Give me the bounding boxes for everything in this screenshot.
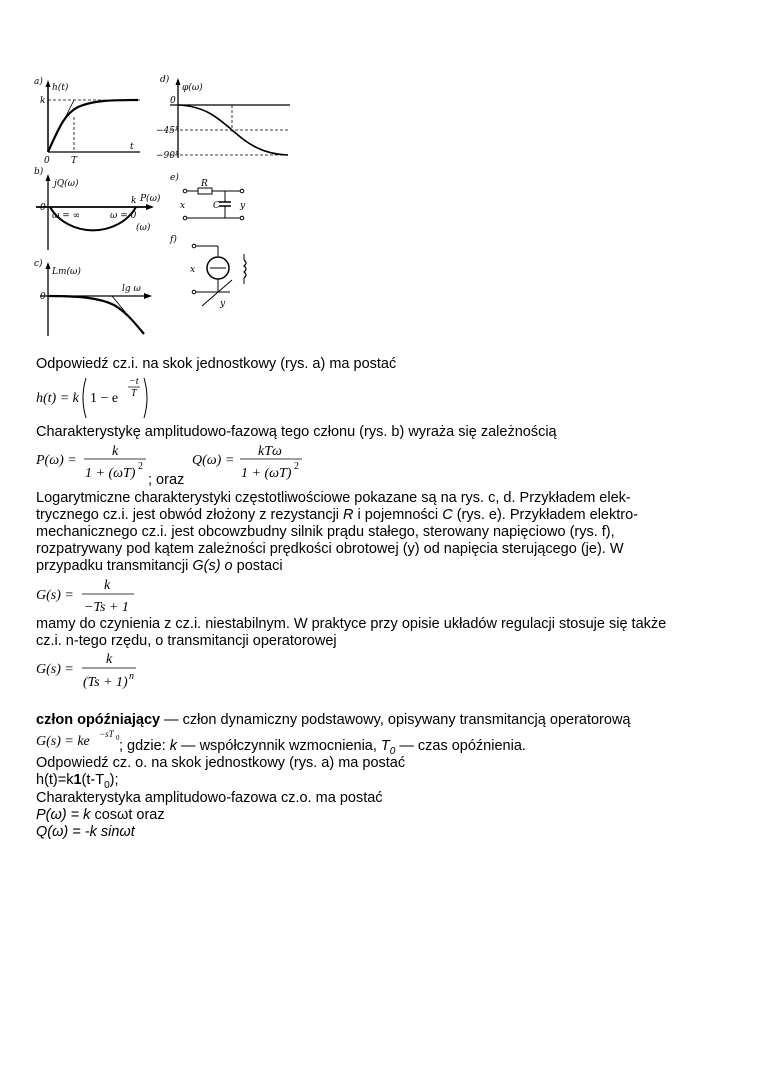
figure-b-label: b) [34, 167, 44, 177]
figure-b-w: (ω) [136, 223, 151, 233]
formula-G1-num: k [104, 578, 111, 593]
paragraph-unstable-line2: cz.i. n-tego rzędu, o transmitancji operatorowej [36, 633, 337, 649]
figure-d-label: d) [160, 75, 170, 85]
formula-G1-lhs: G(s) = [36, 588, 74, 603]
formula-P-sq: 2 [138, 461, 143, 472]
paragraph-log-line1: Logarytmiczne charakterystyki częstotliwościowe pokazane są na rys. c, d. Przykładem elek- [36, 490, 631, 506]
figure-c [34, 258, 152, 336]
figure-f [169, 234, 246, 309]
formula-P-lhs: P(ω) = [36, 453, 77, 468]
figure-e-label: e) [170, 173, 179, 183]
formula-h-exp-num: −t [129, 376, 139, 387]
paragraph-step-response: Odpowiedź cz.i. na skok jednostkowy (rys. a) ma postać [36, 356, 397, 372]
figure-b-P: P(ω) [140, 194, 161, 204]
formula-Q-lhs: Q(ω) = [192, 453, 235, 468]
figure-b-k: k [131, 196, 137, 206]
formula-P-Q [36, 442, 336, 486]
formula-G3-lhs: G(s) = ke [36, 734, 90, 749]
figure-f-label: f) [170, 235, 177, 245]
paragraph-log-line3: mechanicznego cz.i. jest obcowzbudny silnik prądu stałego, sterowany napięciowo (rys. f), [36, 524, 615, 540]
figure-f-x: x [190, 265, 196, 275]
formula-G2-den: (Ts + 1) [83, 675, 128, 690]
formula-Q-den: 1 + (ωT) [241, 466, 292, 481]
formula-delay-Q: Q(ω) = -k sinωt [36, 824, 135, 840]
figure-d-ylabel: φ(ω) [182, 83, 203, 93]
paragraph-delay-heading: człon opóźniający — człon dynamiczny podstawowy, opisywany transmitancją operatorową [36, 712, 631, 728]
figure-a-ylabel: h(t) [52, 83, 69, 93]
paragraph-amp-phase: Charakterystykę amplitudowo-fazową tego członu (rys. b) wyraża się zależnością [36, 424, 557, 440]
paragraph-log-line4: rozpatrywany pod kątem zależności prędkości obrotowej (y) od napięcia sterującego (je). W [36, 541, 624, 557]
figure-c-xlabel: lg ω [122, 284, 141, 294]
formula-Q-num: kTω [258, 444, 282, 459]
figure-d-m45: −45° [156, 126, 180, 136]
figure-d [156, 74, 290, 161]
paragraph-log-line2: trycznego cz.i. jest obwód złożony z rezystancji R i pojemności C (rys. e). Przykładem elektro- [36, 507, 638, 523]
paragraph-unstable-line1: mamy do czynienia z cz.i. niestabilnym. W praktyce przy opisie układów regulacji stosuje się także [36, 616, 667, 632]
paragraph-delay-amp-phase: Charakterystyka amplitudowo-fazowa cz.o. ma postać [36, 790, 383, 806]
figure-b-w0: ω = 0 [110, 211, 137, 221]
figure-b [34, 166, 161, 250]
formula-h-t [36, 374, 166, 422]
formula-G-delay [36, 729, 120, 751]
formula-P-num: k [112, 444, 119, 459]
figure-f-y: y [220, 299, 226, 309]
figures-panel [30, 70, 300, 340]
figure-b-winf: ω = ∞ [52, 211, 81, 221]
paragraph-log-line5: przypadku transmitancji G(s) o postaci [36, 558, 283, 574]
term-delay-element: człon opóźniający [36, 712, 161, 728]
formula-G-nth [36, 648, 156, 692]
figure-b-ylabel: jQ(ω) [54, 179, 79, 189]
figure-c-ylabel: Lm(ω) [52, 267, 81, 277]
figure-a [34, 76, 140, 166]
figure-e [170, 172, 246, 220]
figure-e-y: y [240, 201, 246, 211]
formula-G2-lhs: G(s) = [36, 662, 74, 677]
figure-a-k: k [40, 96, 46, 106]
text-oraz: ; oraz [148, 472, 185, 488]
figure-d-m90: −90° [156, 151, 180, 161]
formula-h-lhs: h(t) = k [36, 391, 79, 406]
formula-G2-num: k [106, 652, 113, 667]
figure-e-R: R [201, 179, 208, 189]
figure-a-label: a) [34, 77, 43, 87]
formula-G3-exp: −sT [99, 729, 114, 739]
paragraph-delay-step: Odpowiedź cz. o. na skok jednostkowy (rys. a) ma postać [36, 755, 406, 771]
figure-e-C: C [213, 201, 220, 211]
figure-a-origin: 0 [44, 156, 50, 166]
figure-a-T: T [71, 156, 78, 166]
figure-d-zero: 0 [170, 96, 176, 106]
formula-delay-P: P(ω) = k cosωt oraz [36, 807, 165, 823]
figure-e-x: x [180, 201, 186, 211]
figure-c-label: c) [34, 259, 43, 269]
formula-G1-den: −Ts + 1 [84, 600, 129, 615]
formula-G2-pow: n [129, 671, 134, 682]
figure-b-zero: 0 [40, 203, 46, 213]
formula-G-unstable [36, 574, 146, 616]
text-delay-definitions: ; gdzie: k — współczynnik wzmocnienia, $T_0$ — czas opóźnienia. [119, 738, 526, 757]
formula-Q-sq: 2 [294, 461, 299, 472]
formula-G3-exp-sub: 0 [116, 734, 120, 742]
formula-h-exp-den: T [131, 388, 137, 399]
figure-c-zero: 0 [40, 292, 46, 302]
figure-a-t: t [130, 142, 134, 152]
formula-delay-h: $h(t)=k1(t-T_0)$; [36, 772, 119, 791]
formula-P-den: 1 + (ωT) [85, 466, 136, 481]
formula-h-one-minus: 1 − e [90, 391, 119, 406]
